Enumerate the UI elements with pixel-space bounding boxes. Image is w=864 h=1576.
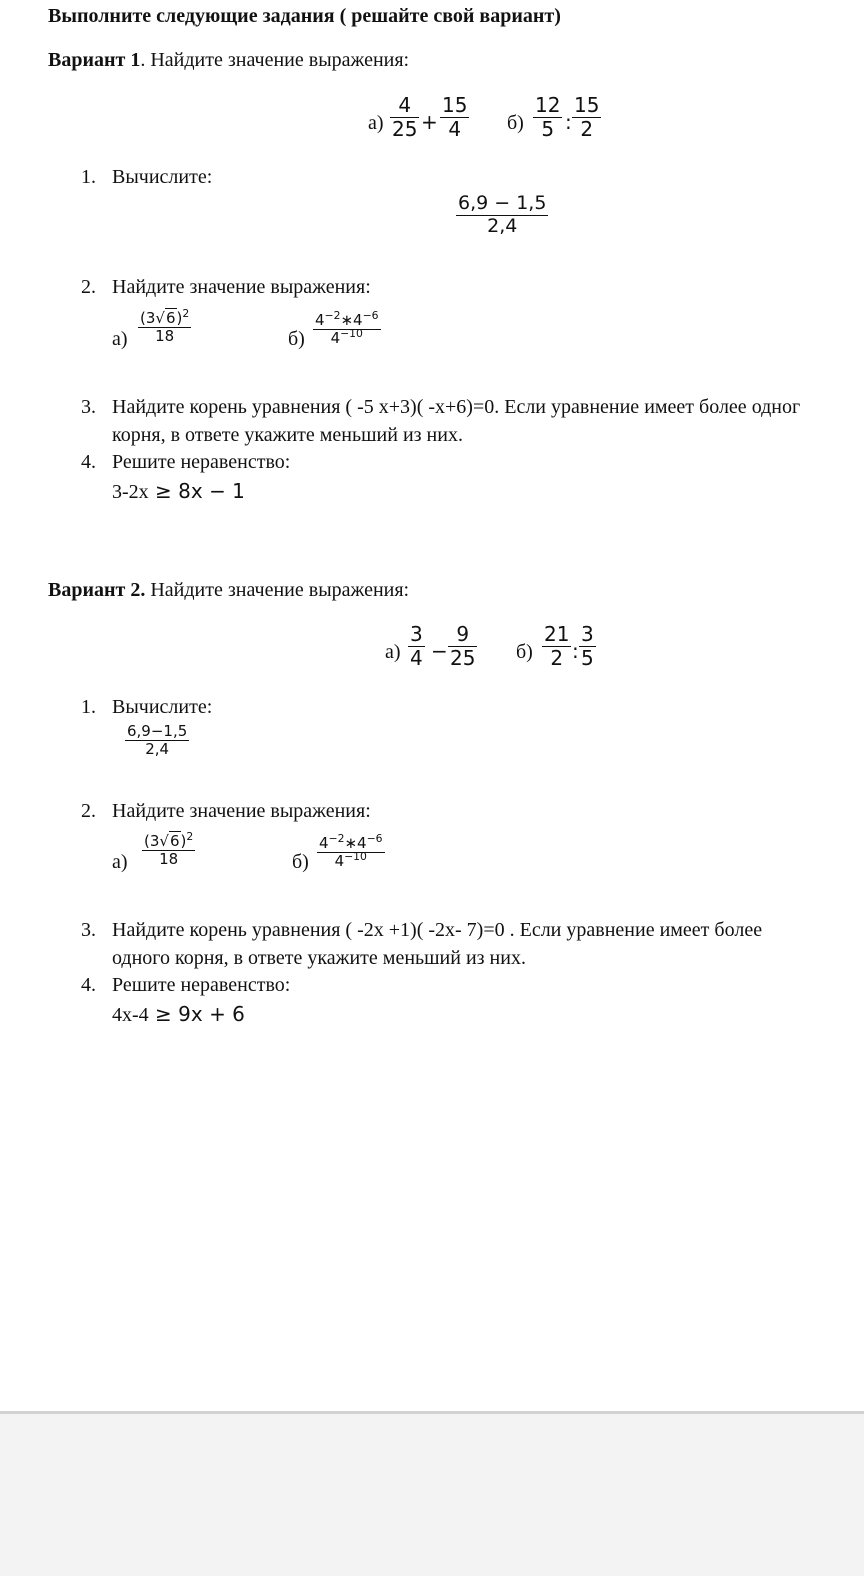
v1-task2-b-base1: 4 — [315, 311, 325, 329]
v1-task4-number: 4. — [81, 451, 96, 473]
v1-task4-ineq-right: ≥ 8x − 1 — [148, 479, 245, 503]
v2-intro-b-label: б) — [516, 641, 533, 663]
v1-intro-b-frac1 — [533, 94, 562, 141]
v1-task2-text: Найдите значение выражения: — [112, 276, 371, 298]
variant-2-title-bold: Вариант 2. — [48, 579, 146, 601]
v2-task4-ineq-left: 4x-4 — [112, 1004, 149, 1026]
v1-task2-b-fraction — [313, 309, 381, 348]
v2-task2-b-den-exp: −10 — [344, 850, 367, 864]
v2-task4-number: 4. — [81, 974, 96, 996]
v2-intro-b-num2: 3 — [581, 622, 594, 646]
v2-task2-b-mul: ∗ — [344, 834, 358, 852]
v2-intro-b-num1: 21 — [544, 622, 570, 646]
page-heading: Выполните следующие задания ( решайте свой вариант) — [48, 5, 561, 27]
v1-intro-b-num1: 12 — [535, 93, 561, 117]
v1-task2-a-radicand: 6 — [165, 309, 176, 327]
v1-task3-number: 3. — [81, 396, 96, 418]
v2-task1-frac-den: 2,4 — [145, 740, 170, 759]
v2-intro-b-op: : — [572, 639, 579, 663]
v1-task2-number: 2. — [81, 276, 96, 298]
v1-task1-frac-den: 2,4 — [487, 214, 518, 237]
v1-task2-a-den: 18 — [155, 327, 175, 346]
v1-intro-a-num1: 4 — [398, 93, 412, 117]
v2-task2-b-fraction — [317, 832, 385, 871]
v1-intro-b-frac2 — [572, 94, 601, 141]
v1-task3-line2: корня, в ответе укажите меньший из них. — [112, 424, 463, 446]
v2-intro-a-frac1 — [408, 623, 425, 670]
v1-task1-frac-num: 6,9 − 1,5 — [458, 192, 547, 214]
v1-task1-text: Вычислите: — [112, 166, 213, 188]
v2-task2-b-exp1: −2 — [328, 832, 345, 846]
v2-task2-a-label: а) — [112, 851, 128, 873]
v2-intro-b-den1: 2 — [550, 646, 564, 670]
v2-intro-b-den2: 5 — [581, 646, 594, 670]
v1-task2-b-exp2: −6 — [362, 309, 379, 323]
v1-task3-line1: Найдите корень уравнения ( -5 x+3)( -x+6)=0. Если уравнение имеет более одног — [112, 396, 801, 418]
v2-task4-inequality — [112, 1002, 245, 1027]
v1-task1-fraction — [456, 193, 548, 238]
v1-task2-a-label: а) — [112, 328, 128, 350]
v1-task2-b-den-base: 4 — [330, 329, 341, 348]
v1-task2-b-label: б) — [288, 328, 305, 350]
v2-intro-a-num2: 9 — [456, 622, 470, 646]
v2-task2-text: Найдите значение выражения: — [112, 800, 371, 822]
v1-task2-b-den-exp: −10 — [340, 327, 363, 341]
v2-task2-a-exponent: 2 — [186, 830, 194, 844]
v1-intro-a-label: а) — [368, 112, 384, 134]
v1-task1-number: 1. — [81, 166, 96, 188]
v1-task2-a-numerator: $(3√6)^2$ — [140, 307, 190, 327]
v1-intro-a-den1: 25 — [392, 117, 418, 141]
v2-task1-text: Вычислите: — [112, 696, 213, 718]
v1-task4-text: Решите неравенство: — [112, 451, 291, 473]
page-bottom-background — [0, 1411, 864, 1576]
v2-task2-number: 2. — [81, 800, 96, 822]
v2-intro-b-frac2 — [579, 623, 596, 670]
v2-task2-b-den-base: 4 — [334, 852, 345, 871]
v2-task2-a-radicand: 6 — [169, 832, 180, 850]
v1-task2-a-coef: 3 — [145, 309, 156, 327]
v2-task2-b-exp2: −6 — [366, 832, 383, 846]
v2-task3-number: 3. — [81, 919, 96, 941]
v1-task4-inequality — [112, 479, 245, 504]
v2-task3-line1: Найдите корень уравнения ( -2x +1)( -2x- 7)=0 . Если уравнение имеет более — [112, 919, 763, 941]
v1-intro-a-num2: 15 — [442, 93, 468, 117]
variant-2-title-rest: Найдите значение выражения: — [145, 579, 410, 601]
v2-intro-a-label: а) — [385, 641, 401, 663]
v1-task2-b-mul: ∗ — [340, 311, 354, 329]
variant-1-title-bold: Вариант 1 — [48, 49, 141, 71]
v2-task1-frac-num: 6,9−1,5 — [127, 722, 188, 740]
v1-intro-b-den2: 2 — [580, 117, 594, 141]
v1-intro-a-frac2 — [440, 94, 469, 141]
v2-task2-b-base2: 4 — [357, 834, 367, 852]
v2-task2-a-den: 18 — [159, 850, 179, 869]
v2-task2-a-coef: 3 — [149, 832, 160, 850]
variant-1-title — [48, 48, 409, 72]
v1-intro-a-den2: 4 — [448, 117, 462, 141]
v1-task2-b-base2: 4 — [353, 311, 363, 329]
v2-intro-a-op: − — [431, 639, 448, 663]
v2-task2-a-numerator: $(3√6)^2$ — [144, 830, 194, 850]
v2-task1-fraction — [125, 723, 189, 759]
v2-task2-a-fraction — [142, 830, 195, 869]
v1-task2-a-exponent: 2 — [182, 307, 190, 321]
v1-task2-b-exp1: −2 — [324, 309, 341, 323]
v1-intro-b-den1: 5 — [541, 117, 555, 141]
v2-task4-text: Решите неравенство: — [112, 974, 291, 996]
v2-task2-b-base1: 4 — [319, 834, 329, 852]
variant-1-title-rest: . Найдите значение выражения: — [140, 49, 410, 71]
v2-task2-b-denominator — [317, 850, 385, 871]
v2-task4-ineq-right: ≥ 9x + 6 — [148, 1002, 245, 1026]
v1-task2-a-fraction — [138, 307, 191, 346]
v2-intro-a-num1: 3 — [410, 622, 423, 646]
v2-intro-a-den1: 4 — [410, 646, 423, 670]
v2-intro-b-frac1 — [542, 623, 571, 670]
v1-task2-b-denominator — [313, 327, 381, 348]
v1-intro-b-label: б) — [507, 112, 524, 134]
v1-intro-b-num2: 15 — [574, 93, 600, 117]
v2-intro-a-frac2 — [448, 623, 477, 670]
v2-task1-number: 1. — [81, 696, 96, 718]
v1-intro-b-op: : — [565, 110, 572, 134]
v2-task2-b-label: б) — [292, 851, 309, 873]
v1-task4-ineq-left: 3-2x — [112, 481, 149, 503]
variant-2-title — [48, 578, 409, 602]
v2-intro-a-den2: 25 — [450, 646, 476, 670]
v2-task3-line2: одного корня, в ответе укажите меньший из них. — [112, 947, 526, 969]
v1-intro-a-frac1 — [390, 94, 419, 141]
v1-intro-a-op: + — [421, 110, 438, 134]
